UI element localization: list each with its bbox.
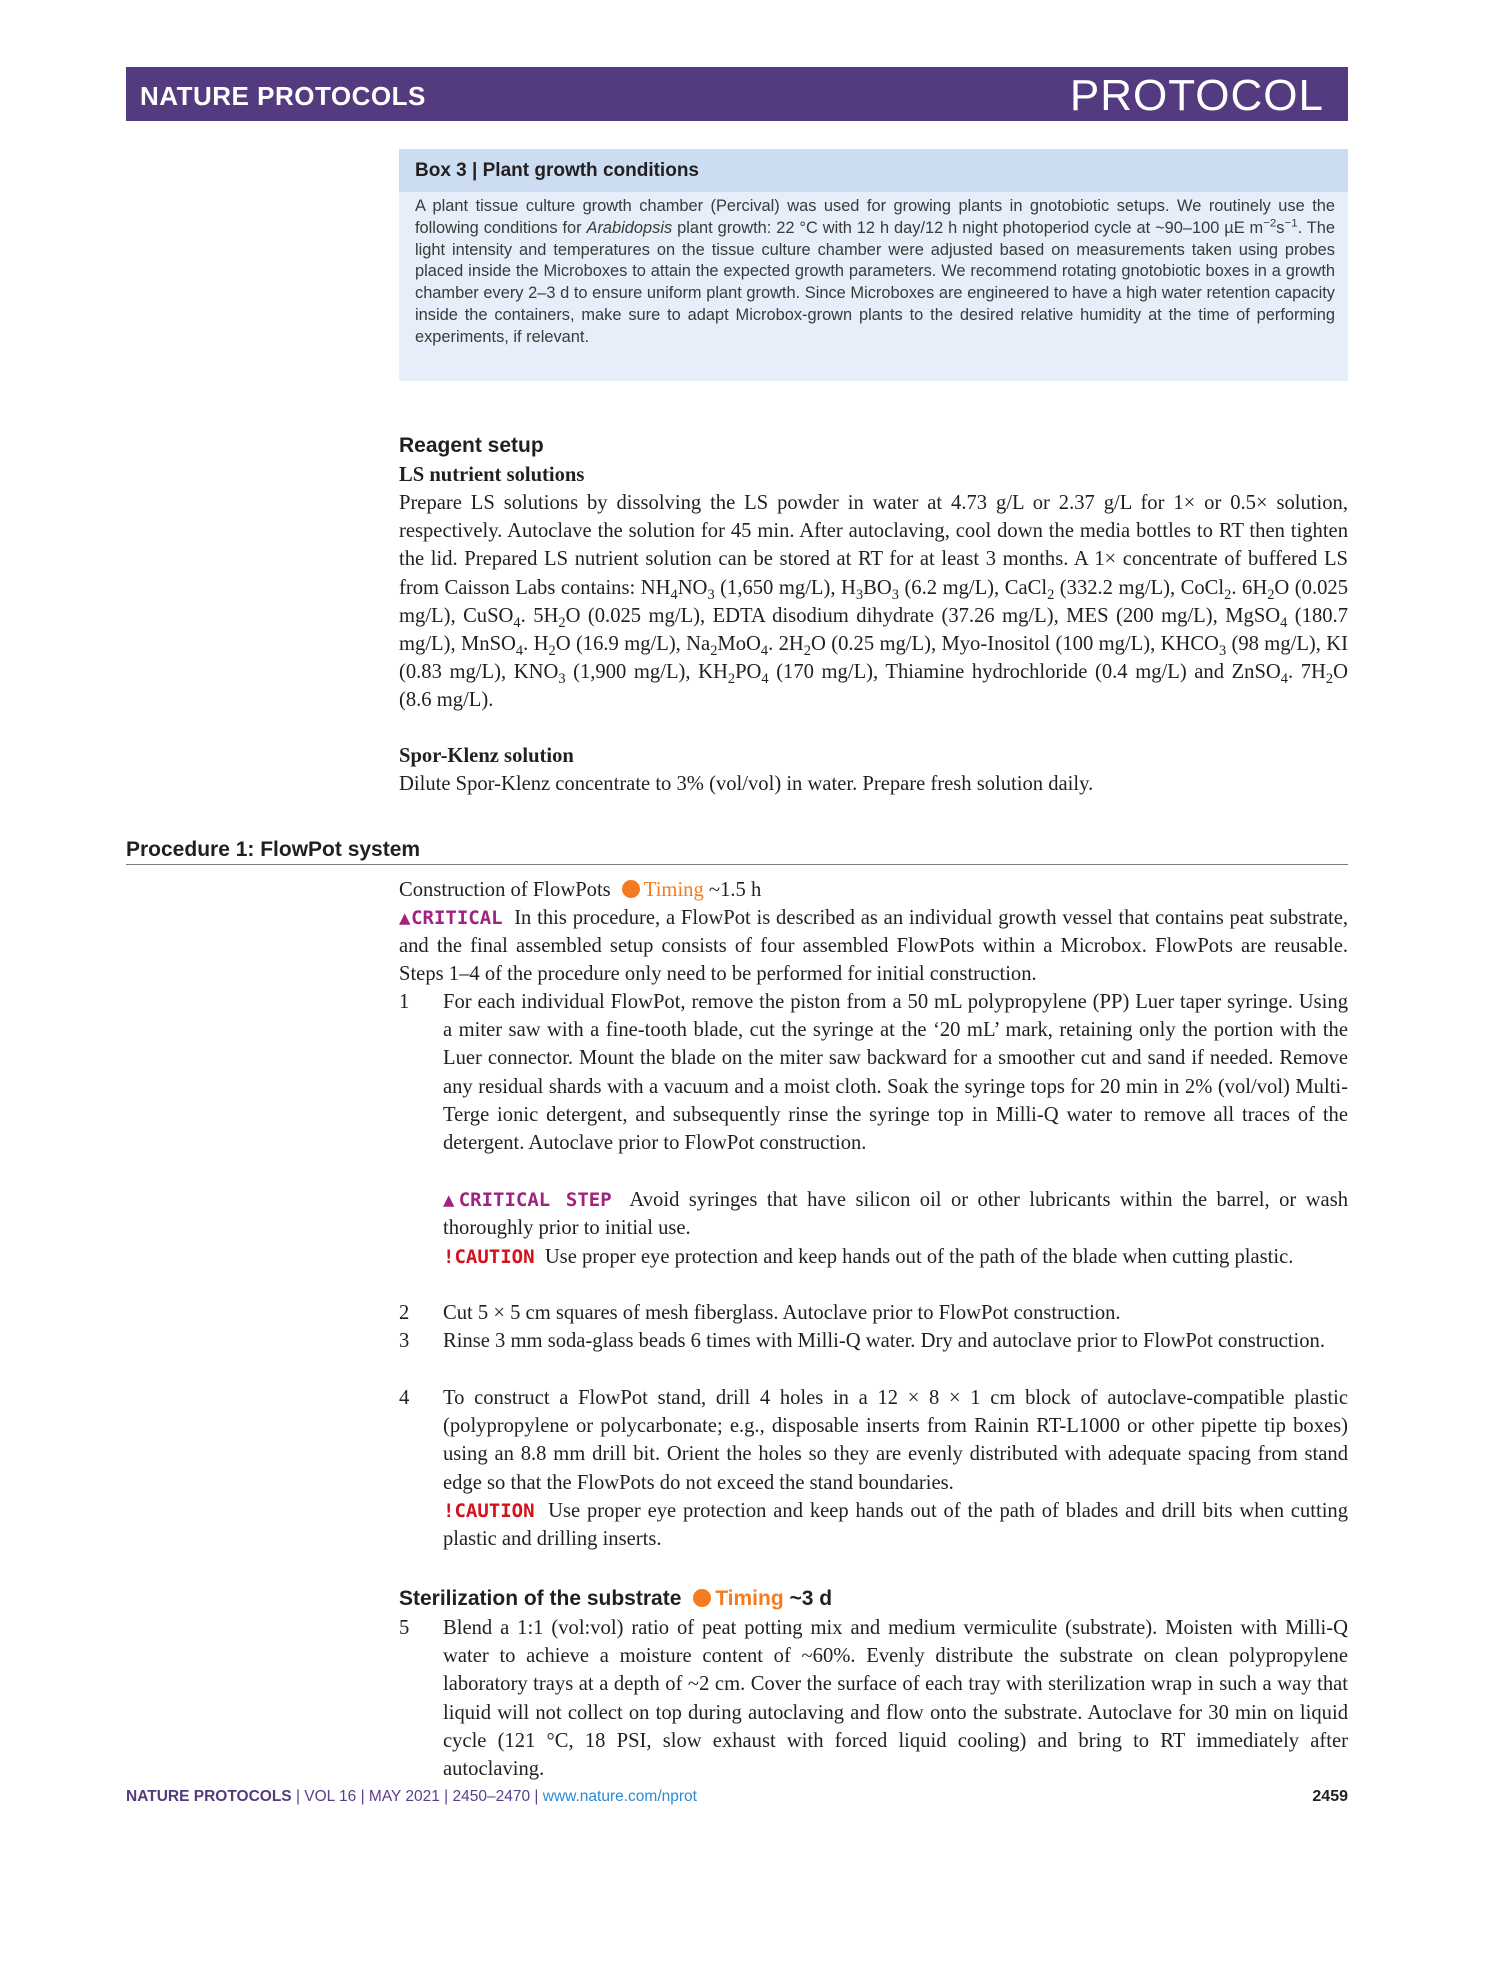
sterilization-heading bbox=[399, 1585, 1348, 1613]
box-text: . The light intensity and temperatures on the tissue culture chamber were adjusted based on measurements taken using probes placed inside the Microboxes to attain the expected growth parameters. We recommend rotating gnotobiotic boxes in a growth chamber every 2–3 d to ensure uniform plant growth. Since Microboxes are engineered to have a high water retention capacity inside the containers, make sure to adapt Microbox-grown plants to the desired relative humidity at the time of performing experiments, if relevant. bbox=[415, 218, 1336, 346]
ls-paragraph bbox=[399, 489, 1348, 715]
caution-text: Use proper eye protection and keep hands out of the path of blades and drill bits when cutting plastic and drilling inserts. bbox=[443, 1500, 1349, 1551]
step-number: 3 bbox=[399, 1330, 410, 1352]
footer-pages: 2450–2470 bbox=[452, 1788, 531, 1805]
construction-time: ~1.5 h bbox=[708, 879, 762, 901]
critical-text: In this procedure, a FlowPot is described as an individual growth vessel that contains peat substrate, and the final assembled setup consists of four assembled FlowPots within a Microbox. FlowPots are reusable. Steps 1–4 of the procedure only need to be performed for initial construction. bbox=[399, 907, 1349, 986]
step-number: 1 bbox=[399, 991, 410, 1013]
species-name: Arabidopsis bbox=[586, 218, 673, 237]
construction-label: Construction of FlowPots bbox=[399, 879, 611, 901]
step-text: Rinse 3 mm soda-glass beads 6 times with Milli-Q water. Dry and autoclave prior to FlowPot construction. bbox=[443, 1330, 1325, 1352]
step-text: To construct a FlowPot stand, drill 4 holes in a 12 × 8 × 1 cm block of autoclave-compatible plastic (polypropylene or polycarbonate; e.g., disposable inserts from Rainin RT-L1000 or other pipette tip boxes) using an 8.8 mm drill bit. Orient the holes so they are evenly distributed with adequate spacing from stand edge so that the FlowPots do not exceed the stand boundaries. bbox=[443, 1387, 1348, 1494]
ls-heading: LS nutrient solutions bbox=[399, 464, 585, 486]
caution-label: !CAUTION bbox=[443, 1246, 535, 1268]
ls-text: Prepare LS solutions by dissolving the LS powder in water at 4.73 g/L or 2.37 g/L for 1× or 0.5× solution, respectively. Autoclave the solution for 45 min. After autoclaving, cool down the media bottles to RT then tighten the lid. Prepared LS nutrient solution can be stored at RT for at least 3 months. A 1× concentrate of buffered LS from Caisson Labs contains: bbox=[399, 492, 1348, 599]
step-number: 5 bbox=[399, 1617, 410, 1639]
footer-volume: VOL 16 bbox=[304, 1788, 357, 1805]
timing-dot-icon bbox=[693, 1589, 711, 1607]
footer-journal: NATURE PROTOCOLS bbox=[126, 1788, 292, 1805]
step-text: Blend a 1:1 (vol:vol) ratio of peat potting mix and medium vermiculite (substrate). Moisten with Milli-Q water to achieve a moisture content of ~60%. Evenly distribute the substrate on clean polypropylene laboratory trays at a depth of ~2 cm. Cover the surface of each tray with sterilization wrap in such a way that liquid will not collect on top during autoclaving and flow onto the substrate. Autoclave for 30 min on liquid cycle (121 °C, 18 PSI, slow exhaust with forced liquid cooling) and bring to RT immediately after autoclaving. bbox=[443, 1617, 1348, 1781]
caution-label: !CAUTION bbox=[443, 1500, 535, 1522]
step-5 bbox=[399, 1614, 1348, 1783]
ls-composition: $NH_4NO_3$ (1,650 mg/L), $H_3BO_3$ (6.2 mg/L), CaCl$_2$ (332.2 mg/L), CoCl$_2$. $6H_2O$ (0.025 mg/L), CuSO$_4$. $5H_2O$ (0.025 mg/L), EDTA disodium dihydrate (37.26 mg/L), MES (200 mg/L), MgSO$_4$ (180.7 mg/L), MnSO$_4$. $H_2O$ (16.9 mg/L), $Na_2MoO_4$. $2H_2O$ (0.25 mg/L), Myo-Inositol (100 mg/L), $KHCO_3$ (98 mg/L), KI (0.83 mg/L), $KNO_3$ (1,900 mg/L), $KH_2PO_4$ (170 mg/L), Thiamine hydrochloride (0.4 mg/L) and ZnSO$_4$. $7H_2O$ (8.6 mg/L). bbox=[399, 576, 1349, 712]
step-text: Cut 5 × 5 cm squares of mesh fiberglass. Autoclave prior to FlowPot construction. bbox=[443, 1302, 1121, 1324]
journal-name: NATURE PROTOCOLS bbox=[140, 81, 426, 111]
step-3 bbox=[399, 1327, 1348, 1355]
spor-text: Dilute Spor-Klenz concentrate to 3% (vol/vol) in water. Prepare fresh solution daily. bbox=[399, 773, 1094, 795]
timing-label: Timing bbox=[643, 879, 704, 901]
box-title: Box 3 | Plant growth conditions bbox=[415, 160, 699, 181]
construction-line bbox=[399, 876, 1348, 904]
box-text: s bbox=[1276, 218, 1285, 237]
timing-dot-icon bbox=[622, 880, 640, 898]
article-type: PROTOCOL bbox=[1069, 71, 1324, 120]
step-text: For each individual FlowPot, remove the piston from a 50 mL polypropylene (PP) Luer taper syringe. Using a miter saw with a fine-tooth blade, cut the syringe at the ‘20 mL’ mark, retaining only the portion with the Luer connector. Mount the blade on the miter saw backward for a smoother cut and sand if needed. Remove any residual shards with a vacuum and a moist cloth. Soak the syringe tops for 20 min in 2% (vol/vol) Multi-Terge ionic detergent, and subsequently rinse the syringe top in Milli-Q water to remove all traces of the detergent. Autoclave prior to FlowPot construction. bbox=[443, 991, 1348, 1155]
critical-note bbox=[399, 904, 1348, 989]
step-4 bbox=[399, 1384, 1348, 1497]
spor-heading: Spor-Klenz solution bbox=[399, 745, 574, 767]
step-number: 4 bbox=[399, 1387, 410, 1409]
step-1 bbox=[399, 988, 1348, 1157]
timing-label: Timing bbox=[715, 1587, 784, 1610]
superscript: −2 bbox=[1263, 217, 1277, 230]
footer-link[interactable]: www.nature.com/nprot bbox=[542, 1788, 697, 1805]
step-number: 2 bbox=[399, 1302, 410, 1324]
step-4-caution bbox=[399, 1497, 1348, 1553]
sterilization-label: Sterilization of the substrate bbox=[399, 1587, 682, 1610]
box-3-plant-growth bbox=[399, 149, 1348, 381]
box-title-bar bbox=[399, 149, 1348, 192]
box-body bbox=[415, 196, 1335, 349]
step-1-caution bbox=[399, 1243, 1348, 1271]
page-footer bbox=[126, 1788, 1348, 1806]
step-1-critical bbox=[399, 1186, 1348, 1242]
critical-label: ▲CRITICAL bbox=[399, 907, 503, 929]
caution-text: Use proper eye protection and keep hands out of the path of the blade when cutting plastic. bbox=[544, 1246, 1294, 1268]
critical-step-text: Avoid syringes that have silicon oil or other lubricants within the barrel, or wash thoroughly prior to initial use. bbox=[443, 1189, 1349, 1240]
sterilization-time: ~3 d bbox=[789, 1587, 833, 1610]
box-text: plant growth: 22 °C with 12 h day/12 h night photoperiod cycle at ~90–100 µE m bbox=[672, 218, 1264, 237]
step-2 bbox=[399, 1299, 1348, 1327]
section-divider bbox=[126, 864, 1348, 865]
procedure-title: Procedure 1: FlowPot system bbox=[126, 838, 421, 861]
journal-header-bar bbox=[126, 67, 1348, 121]
box-text: A plant tissue culture growth chamber (Percival) was used for growing plants in gnotobiotic setups. We routinely use the following conditions for bbox=[415, 197, 1335, 237]
footer-citation: NATURE PROTOCOLS | VOL 16 | MAY 2021 | 2450–2470 | www.nature.com/nprot bbox=[126, 1788, 697, 1805]
superscript: −1 bbox=[1284, 217, 1298, 230]
reagent-setup-heading: Reagent setup bbox=[399, 434, 544, 457]
page-number: 2459 bbox=[1312, 1788, 1348, 1805]
critical-step-label: ▲CRITICAL STEP bbox=[443, 1189, 612, 1211]
footer-date: MAY 2021 bbox=[368, 1788, 440, 1805]
